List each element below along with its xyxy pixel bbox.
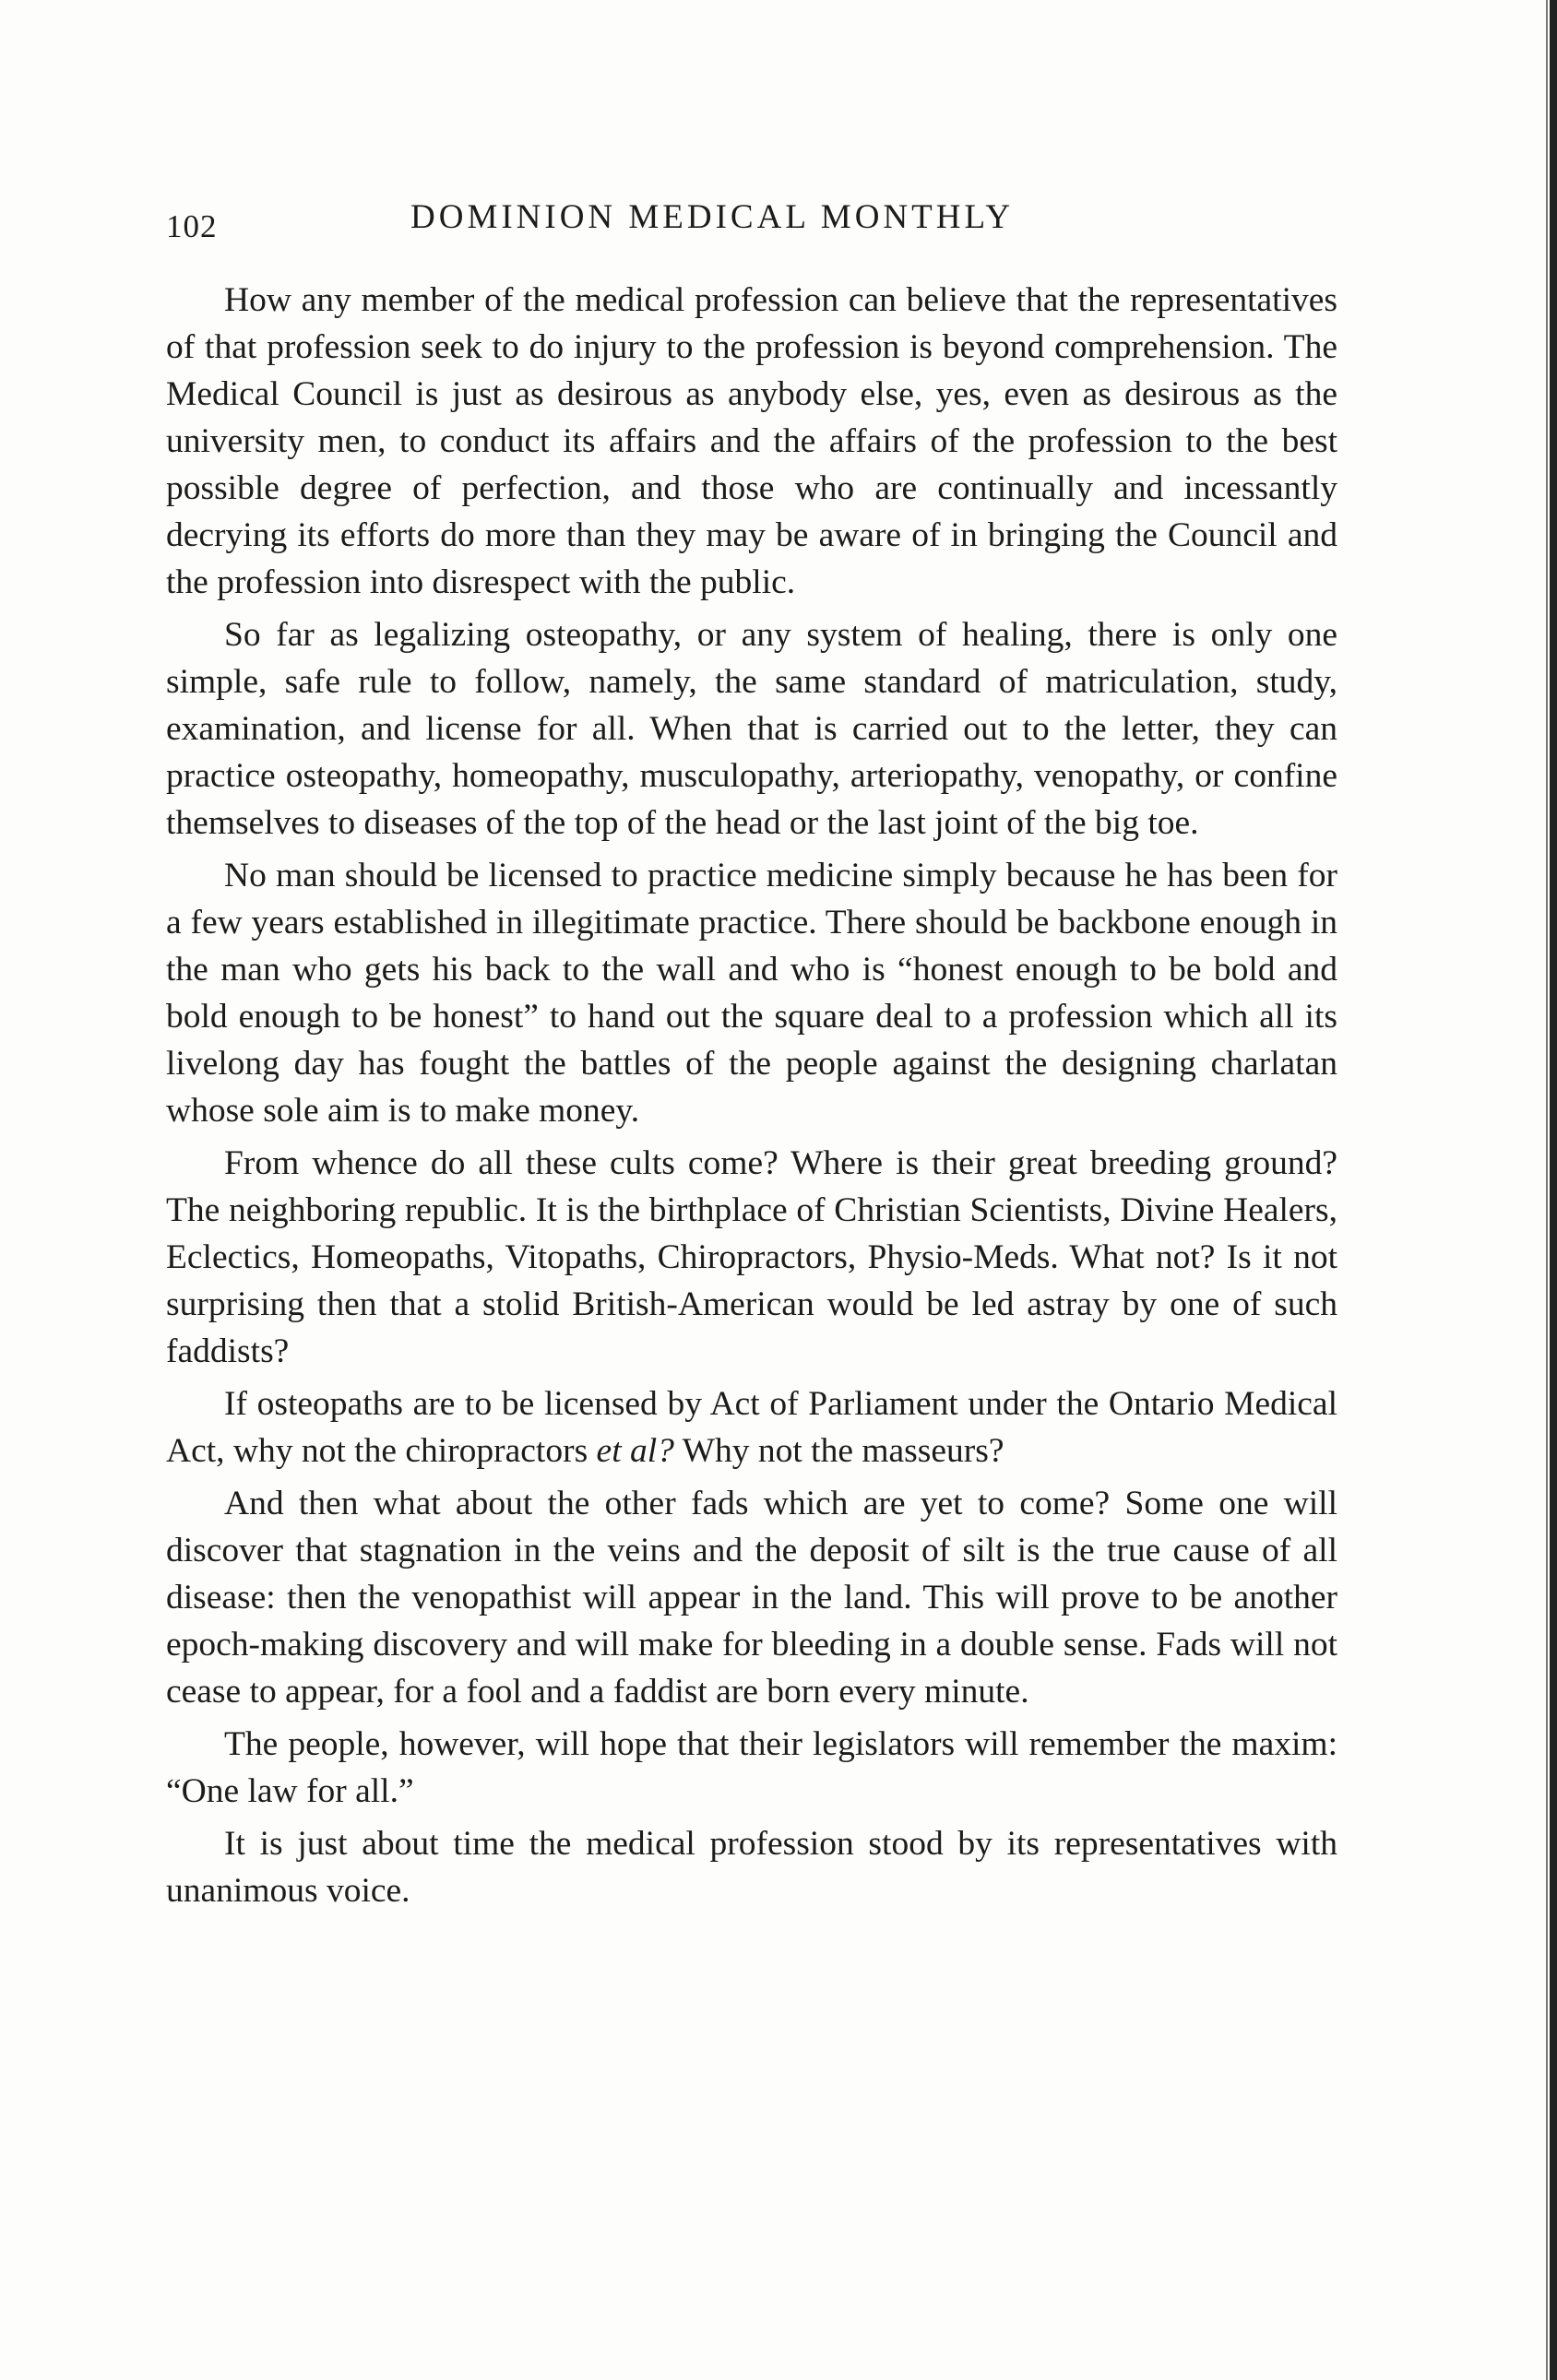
page-edge-shadow (1550, 0, 1557, 2380)
article-body (166, 277, 1337, 1920)
paragraph-1: How any member of the medical profession can believe that the representatives of that profession seek to do injury to the profession is beyond comprehension. The Medical Council is just as desirous as anybody else, yes, even as desirous as the university men, to conduct its affairs and the affairs of the profession to the best possible degree of perfection, and those who are continually and incessantly decrying its efforts do more than they may be aware of in bringing the Council and the profession into disrespect with the public. (166, 281, 1337, 601)
paragraph-3: No man should be licensed to practice medicine simply because he has been for a few years established in illegitimate practice. There should be backbone enough in the man who gets his back to the wall and who is “honest enough to be bold and bold enough to be honest” to hand out the square deal to a profession which all its livelong day has fought the battles of the people against the designing charlatan whose sole aim is to make money. (166, 857, 1337, 1130)
paragraph-5-italic: et al? (596, 1432, 674, 1470)
page-edge-line (1546, 0, 1548, 2380)
paragraph-2: So far as legalizing osteopathy, or any system of healing, there is only one simple, safe rule to follow, namely, the same standard of matriculation, study, examination, and license for all. When that is carried out to the letter, they can practice osteopathy, homeopathy, musculopathy, arteriopathy, venopathy, or confine themselves to diseases of the top of the head or the last joint of the big toe. (166, 616, 1337, 842)
paragraph-8: It is just about time the medical profession stood by its representatives with unanimous voice. (166, 1825, 1337, 1910)
paragraph-4: From whence do all these cults come? Where is their great breeding ground? The neighboring republic. It is the birthplace of Christian Scientists, Divine Healers, Eclectics, Homeopaths, Vitopaths, Chiropractors, Physio-Meds. What not? Is it not surprising then that a stolid British-American would be led astray by one of such faddists? (166, 1144, 1337, 1370)
page-number: 102 (166, 208, 218, 244)
paragraph-5 (166, 1380, 1337, 1474)
paragraph-5-tail: Why not the masseurs? (673, 1432, 1004, 1470)
paragraph-6: And then what about the other fads which are yet to come? Some one will discover that stagnation in the veins and the deposit of silt is the true cause of all disease: then the venopathist will appear in the land. This will prove to be another epoch-making discovery and will make for bleeding in a double sense. Fads will not cease to appear, for a fool and a faddist are born every minute. (166, 1485, 1337, 1711)
paragraph-7: The people, however, will hope that their legislators will remember the maxim: “One law for all.” (166, 1725, 1337, 1810)
paragraph-5-text: If osteopaths are to be licensed by Act of Parliament under the Ontario Medical Act, why not the chiropractors (166, 1385, 1337, 1470)
journal-title: DOMINION MEDICAL MONTHLY (410, 198, 1015, 236)
running-head (166, 192, 1107, 247)
